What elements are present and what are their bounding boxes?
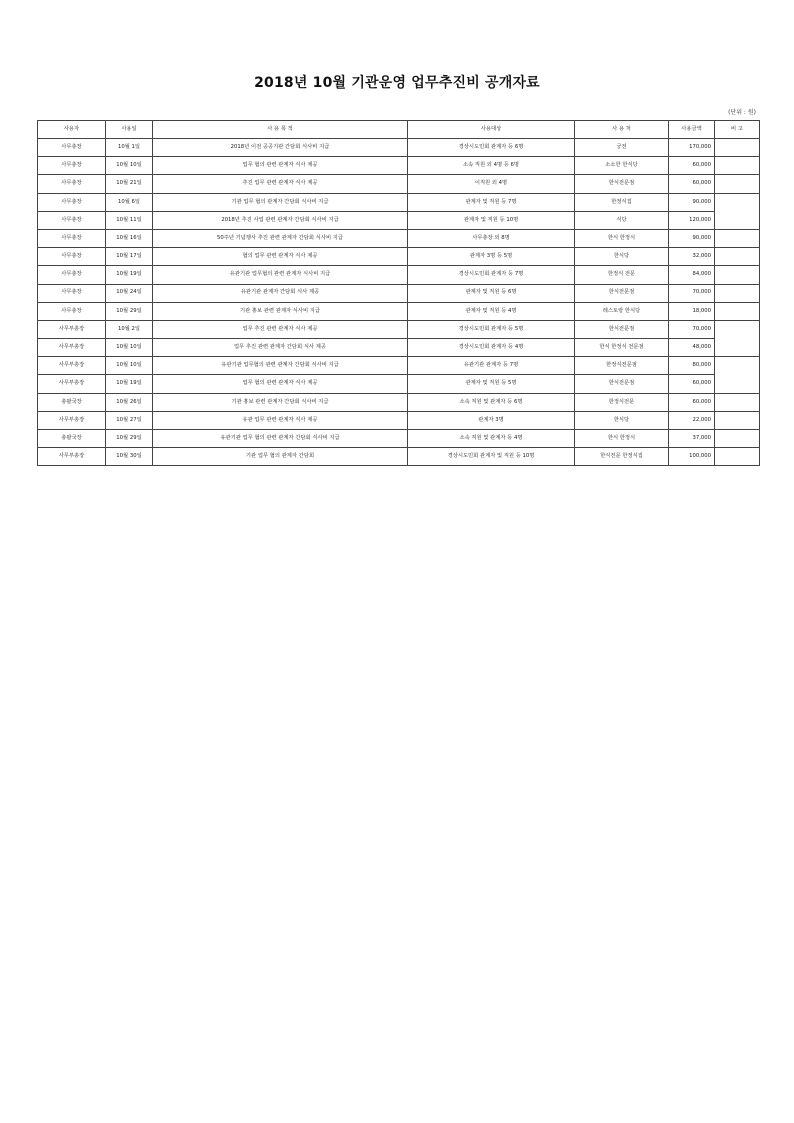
cell-amount: 90,000	[669, 193, 715, 211]
table-row	[38, 430, 760, 448]
cell-purpose: 업무 협의 관련 관계자 식사 제공	[153, 157, 408, 175]
cell-note	[715, 193, 760, 211]
cell-purpose: 업무 추진 관련 관계자 식사 제공	[153, 320, 408, 338]
cell-date: 10월 16일	[106, 229, 153, 247]
cell-note	[715, 266, 760, 284]
cell-date: 10월 30일	[106, 448, 153, 466]
cell-target: 관계자 및 직원 등 10명	[408, 211, 575, 229]
cell-date: 10월 26일	[106, 393, 153, 411]
cell-note	[715, 448, 760, 466]
cell-place: 한식전문점	[575, 375, 669, 393]
cell-target: 관계자 3명	[408, 411, 575, 429]
cell-date: 10월 19일	[106, 266, 153, 284]
cell-note	[715, 393, 760, 411]
cell-date: 10월 29일	[106, 302, 153, 320]
unit-label: (단위 : 원)	[728, 109, 756, 116]
cell-purpose: 협의 업무 관련 관계자 식사 제공	[153, 248, 408, 266]
cell-purpose: 유관 업무 관련 관계자 식사 제공	[153, 411, 408, 429]
cell-place: 레스토랑 한식당	[575, 302, 669, 320]
cell-target: 관계자 3명 등 5명	[408, 248, 575, 266]
cell-amount: 120,000	[669, 211, 715, 229]
cell-purpose: 기관 업무 협의 관계자 간담회	[153, 448, 408, 466]
cell-date: 10월 11일	[106, 211, 153, 229]
cell-purpose: 2018년 추진 사업 관련 관계자 간담회 식사비 지급	[153, 211, 408, 229]
cell-user: 사무부총장	[38, 357, 106, 375]
table-row	[38, 139, 760, 157]
cell-target: 소속 직원 및 관계자 등 4명	[408, 430, 575, 448]
col-header-purpose: 사 용 목 적	[153, 121, 408, 139]
cell-target: 사무총장 외 8명	[408, 229, 575, 247]
cell-date: 10월 10일	[106, 339, 153, 357]
cell-target: 경상시도민회 관계자 등 6명	[408, 139, 575, 157]
cell-note	[715, 357, 760, 375]
cell-user: 사무총장	[38, 302, 106, 320]
cell-target: 유관기관 관계자 등 7명	[408, 357, 575, 375]
cell-user: 사무부총장	[38, 320, 106, 338]
cell-target: 관계자 및 직원 등 5명	[408, 375, 575, 393]
cell-user: 사무부총장	[38, 339, 106, 357]
cell-user: 총괄국장	[38, 430, 106, 448]
cell-target: 경상시도민회 관계자 및 직원 등 10명	[408, 448, 575, 466]
table-row	[38, 357, 760, 375]
cell-amount: 84,000	[669, 266, 715, 284]
cell-date: 10월 24일	[106, 284, 153, 302]
cell-place: 한식전문점	[575, 320, 669, 338]
cell-user: 사무총장	[38, 229, 106, 247]
cell-place: 한정식전문	[575, 393, 669, 411]
table-row	[38, 157, 760, 175]
cell-date: 10월 21일	[106, 175, 153, 193]
cell-note	[715, 430, 760, 448]
col-header-date: 사용일	[106, 121, 153, 139]
page-title: 2018년 10월 기관운영 업무추진비 공개자료	[254, 75, 540, 91]
cell-user: 사무총장	[38, 248, 106, 266]
cell-note	[715, 339, 760, 357]
table-row	[38, 411, 760, 429]
cell-note	[715, 302, 760, 320]
cell-note	[715, 375, 760, 393]
cell-purpose: 유관기관 관계자 간담회 식사 제공	[153, 284, 408, 302]
cell-place: 한식전문점	[575, 175, 669, 193]
cell-amount: 37,000	[669, 430, 715, 448]
cell-user: 사무부총장	[38, 411, 106, 429]
cell-user: 총괄국장	[38, 393, 106, 411]
cell-user: 사무총장	[38, 175, 106, 193]
cell-purpose: 50주년 기념행사 추진 관련 관계자 간담회 식사비 지급	[153, 229, 408, 247]
cell-user: 사무부총장	[38, 375, 106, 393]
table-row	[38, 211, 760, 229]
cell-amount: 70,000	[669, 284, 715, 302]
cell-place: 한정식 전문	[575, 266, 669, 284]
table-row	[38, 266, 760, 284]
cell-place: 한식 한정식	[575, 430, 669, 448]
table-row	[38, 193, 760, 211]
table-row	[38, 175, 760, 193]
cell-user: 사무총장	[38, 157, 106, 175]
cell-amount: 48,000	[669, 339, 715, 357]
table-row	[38, 284, 760, 302]
cell-place: 한식전문 한정식집	[575, 448, 669, 466]
cell-user: 사무총장	[38, 193, 106, 211]
cell-place: 한식 한정식 전문점	[575, 339, 669, 357]
expense-table	[37, 120, 760, 466]
cell-purpose: 2018년 이전 공공기관 간담회 식사비 지급	[153, 139, 408, 157]
cell-amount: 60,000	[669, 393, 715, 411]
cell-place: 한식당	[575, 248, 669, 266]
cell-target: 관계자 및 직원 등 7명	[408, 193, 575, 211]
cell-purpose: 유관기관 업무협의 관련 관계자 식사비 지급	[153, 266, 408, 284]
cell-purpose: 업무 협의 관련 관계자 식사 제공	[153, 375, 408, 393]
cell-date: 10월 19일	[106, 375, 153, 393]
cell-amount: 70,000	[669, 320, 715, 338]
table-row	[38, 248, 760, 266]
cell-amount: 18,000	[669, 302, 715, 320]
table-row	[38, 320, 760, 338]
cell-note	[715, 248, 760, 266]
cell-amount: 100,000	[669, 448, 715, 466]
cell-date: 10월 17일	[106, 248, 153, 266]
cell-user: 사무부총장	[38, 448, 106, 466]
cell-note	[715, 175, 760, 193]
cell-note	[715, 157, 760, 175]
cell-amount: 32,000	[669, 248, 715, 266]
cell-purpose: 유관기관 업무 협의 관련 관계자 간담회 식사비 지급	[153, 430, 408, 448]
cell-date: 10월 10일	[106, 357, 153, 375]
cell-place: 한정식전문점	[575, 357, 669, 375]
col-header-amount: 사용금액	[669, 121, 715, 139]
cell-date: 10월 10일	[106, 157, 153, 175]
cell-place: 한식 한정식	[575, 229, 669, 247]
table-row	[38, 229, 760, 247]
table-row	[38, 375, 760, 393]
table-header-row	[38, 121, 760, 139]
cell-date: 10월 29일	[106, 430, 153, 448]
cell-amount: 60,000	[669, 375, 715, 393]
cell-user: 사무총장	[38, 266, 106, 284]
cell-date: 10월 1일	[106, 139, 153, 157]
cell-purpose: 유관기관 업무협의 관련 관계자 간담회 식사비 지급	[153, 357, 408, 375]
cell-purpose: 기관 홍보 관련 관계자 식사비 지급	[153, 302, 408, 320]
cell-amount: 170,000	[669, 139, 715, 157]
cell-user: 사무총장	[38, 284, 106, 302]
cell-place: 한식당	[575, 411, 669, 429]
table-row	[38, 393, 760, 411]
col-header-note: 비 고	[715, 121, 760, 139]
cell-amount: 90,000	[669, 229, 715, 247]
col-header-target: 사용대상	[408, 121, 575, 139]
cell-note	[715, 320, 760, 338]
cell-note	[715, 139, 760, 157]
cell-place: 한식전문점	[575, 284, 669, 302]
cell-amount: 60,000	[669, 157, 715, 175]
cell-date: 10월 2일	[106, 320, 153, 338]
cell-target: 소속 직원 외 4명 등 6명	[408, 157, 575, 175]
cell-note	[715, 229, 760, 247]
table-row	[38, 302, 760, 320]
cell-target: 경상시도민회 관계자 등 5명	[408, 320, 575, 338]
cell-user: 사무총장	[38, 139, 106, 157]
cell-note	[715, 284, 760, 302]
cell-date: 10월 6일	[106, 193, 153, 211]
col-header-user: 사용자	[38, 121, 106, 139]
cell-amount: 22,000	[669, 411, 715, 429]
cell-note	[715, 411, 760, 429]
cell-target: 경상시도민회 관계자 등 4명	[408, 339, 575, 357]
cell-place: 식당	[575, 211, 669, 229]
cell-target: 관계자 및 직원 등 4명	[408, 302, 575, 320]
cell-note	[715, 211, 760, 229]
cell-target: 관계자 및 직원 등 6명	[408, 284, 575, 302]
cell-target: 경상시도민회 관계자 등 7명	[408, 266, 575, 284]
cell-purpose: 기관 업무 협의 관계자 간담회 식사비 지급	[153, 193, 408, 211]
table-row	[38, 339, 760, 357]
cell-purpose: 기관 홍보 관련 관계자 간담회 식사비 지급	[153, 393, 408, 411]
cell-purpose: 추진 업무 관련 관계자 식사 제공	[153, 175, 408, 193]
cell-place: 소소한 한식당	[575, 157, 669, 175]
cell-date: 10월 27일	[106, 411, 153, 429]
cell-amount: 80,000	[669, 357, 715, 375]
cell-place: 한정식집	[575, 193, 669, 211]
cell-target: 소속 직원 및 관계자 등 6명	[408, 393, 575, 411]
cell-place: 궁전	[575, 139, 669, 157]
cell-user: 사무총장	[38, 211, 106, 229]
col-header-place: 사 용 처	[575, 121, 669, 139]
table-row	[38, 448, 760, 466]
cell-amount: 60,000	[669, 175, 715, 193]
cell-purpose: 업무 추진 관련 관계자 간담회 식사 제공	[153, 339, 408, 357]
cell-target: 이직원 외 4명	[408, 175, 575, 193]
